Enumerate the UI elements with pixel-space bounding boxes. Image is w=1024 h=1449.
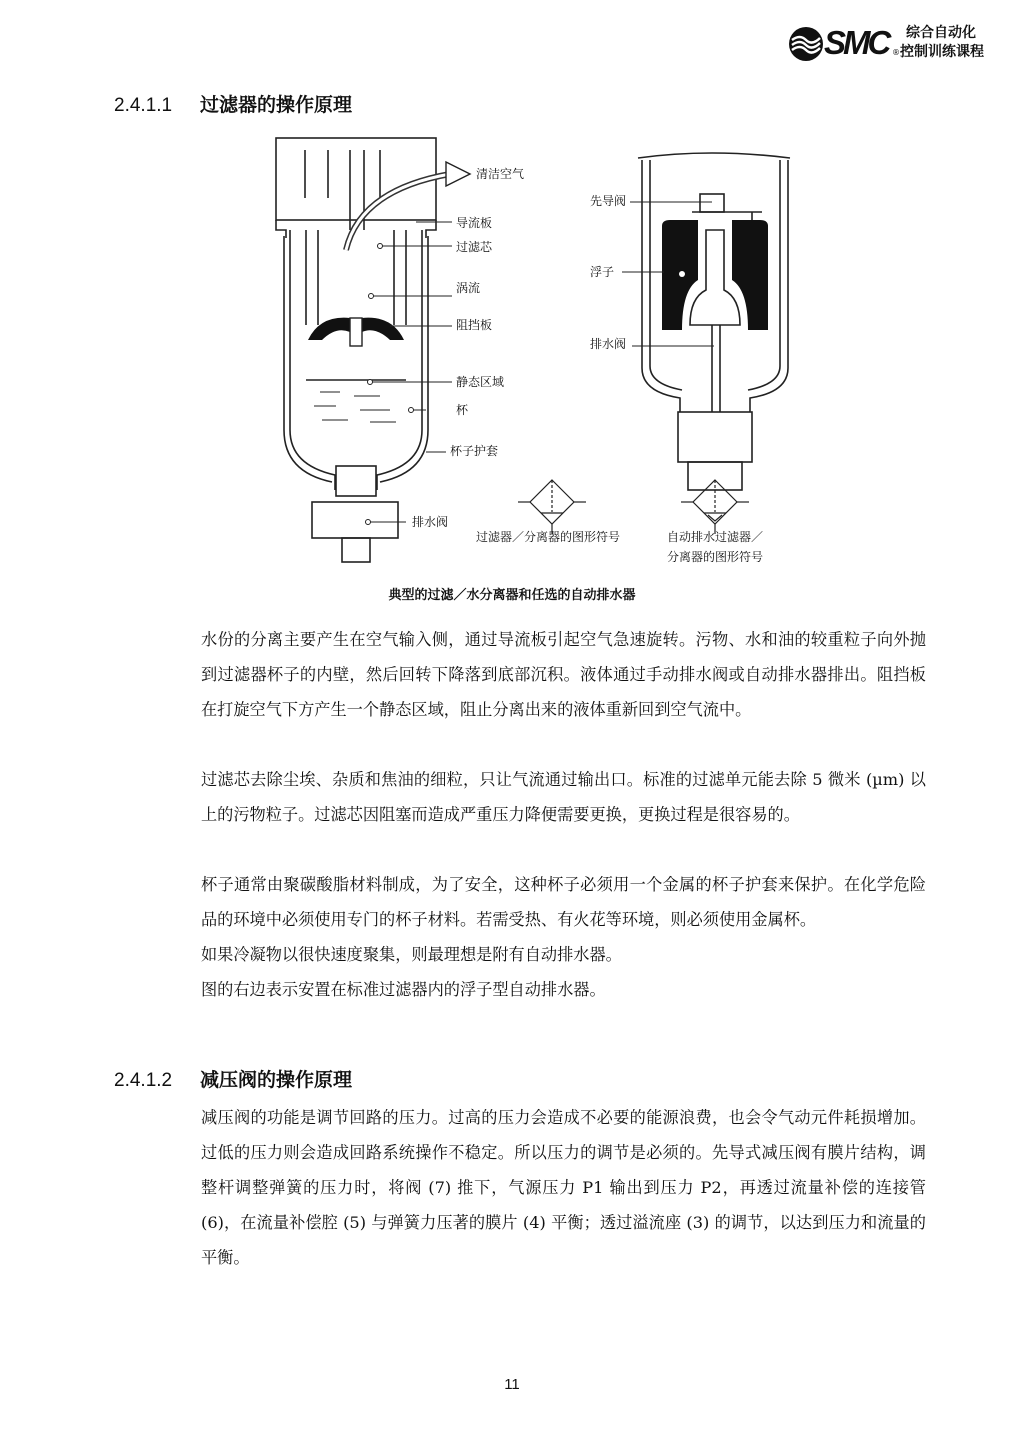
label-float: 浮子 — [590, 265, 615, 279]
label-bowl-guard: 杯子护套 — [450, 444, 499, 458]
tagline-line2: 控制训练课程 — [900, 44, 984, 60]
section-number: 2.4.1.1 — [114, 95, 173, 116]
label-deflector: 导流板 — [456, 216, 493, 230]
label-filter-element: 过滤芯 — [456, 240, 493, 254]
section-title: 减压阀的操作原理 — [200, 1070, 353, 1091]
smc-logo — [788, 22, 1003, 66]
paragraph-text: 杯子通常由聚碳酸脂材料制成，为了安全，这种杯子必须用一个金属的杯子护套来保护。在化学危险品的环境中必须使用专门的杯子材料。若需受热、有火花等环境，则必须使用金属杯。 — [201, 875, 926, 929]
label-clean-air: 清洁空气 — [476, 167, 525, 181]
label-pilot-valve: 先导阀 — [590, 194, 627, 208]
label-baffle: 阻挡板 — [456, 318, 493, 332]
paragraph-text: 如果冷凝物以很快速度聚集，则最理想是附有自动排水器。 — [201, 945, 622, 964]
section-number: 2.4.1.2 — [114, 1070, 173, 1091]
auto-drain-filter-symbol — [681, 480, 749, 534]
paragraph — [201, 1100, 926, 1275]
symbol2-caption-line2: 分离器的图形符号 — [667, 550, 764, 564]
paragraph — [201, 762, 926, 832]
paragraph-text: 减压阀的功能是调节回路的压力。过高的压力会造成不必要的能源浪费，也会令气动元件耗损增加。过低的压力则会造成回路系统操作不稳定。所以压力的调节是必须的。先导式减压阀有膜片结构，调整杆调整弹簧的压力时，将阀 (7) 推下，气源压力 P1 输出到压力 P2，再透过流量补偿的连接管 (6)，在流量补偿腔 (5) 与弹簧力压著的膜片 (4) 平衡；透过溢流座 (3) 的调节，以达到压力和流量的平衡。 — [201, 1108, 926, 1267]
section-title: 过滤器的操作原理 — [200, 95, 353, 116]
label-quiet-zone: 静态区域 — [456, 375, 505, 389]
paragraph — [201, 622, 926, 727]
filter-separator-symbol — [518, 480, 586, 534]
label-vortex: 涡流 — [456, 281, 481, 295]
symbol2-caption-line1: 自动排水过滤器／ — [667, 530, 764, 544]
label-drain-valve-right: 排水阀 — [590, 337, 627, 351]
symbol1-caption: 过滤器／分离器的图形符号 — [476, 530, 621, 544]
section-heading-filter — [114, 90, 352, 117]
smc-logo-mark-icon — [788, 26, 824, 62]
registered-mark: ® — [892, 48, 900, 57]
label-bowl: 杯 — [456, 403, 469, 417]
page-number: 11 — [504, 1376, 520, 1393]
filter-diagram-figure — [250, 130, 810, 580]
section-heading-pressure-regulator — [114, 1065, 352, 1092]
tagline-line1: 综合自动化 — [906, 25, 976, 41]
filter-cross-section-drawing — [250, 130, 810, 580]
label-drain-valve-left: 排水阀 — [412, 515, 449, 529]
paragraph-text: 水份的分离主要产生在空气输入侧，通过导流板引起空气急速旋转。污物、水和油的较重粒子向外抛到过滤器杯子的内壁，然后回转下降落到底部沉积。液体通过手动排水阀或自动排水器排出。阻挡板在打旋空气下方产生一个静态区域，阻止分离出来的液体重新回到空气流中。 — [201, 630, 926, 719]
paragraph-group — [201, 867, 926, 1007]
paragraph-text: 过滤芯去除尘埃、杂质和焦油的细粒，只让气流通过输出口。标准的过滤单元能去除 5 微米 (µm) 以上的污物粒子。过滤芯因阻塞而造成严重压力降便需要更换，更换过程是很容易的。 — [201, 770, 926, 824]
figure-caption: 典型的过滤／水分离器和任选的自动排水器 — [388, 588, 636, 603]
brand-name: SMC — [824, 24, 889, 61]
paragraph-text: 图的右边表示安置在标准过滤器内的浮子型自动排水器。 — [201, 980, 606, 999]
